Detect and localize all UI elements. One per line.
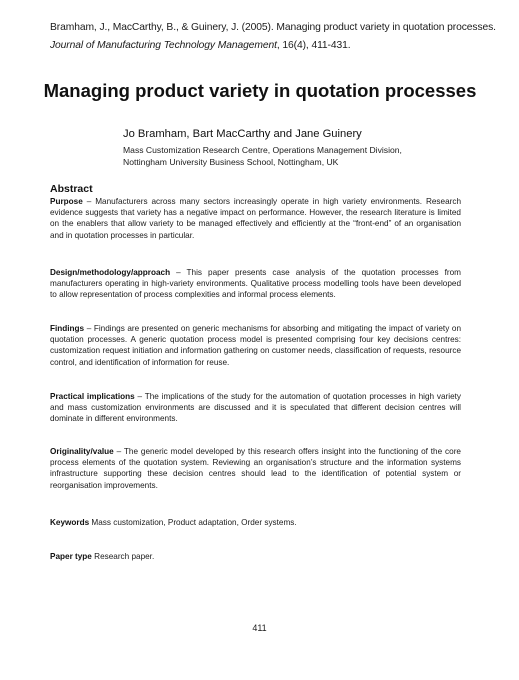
citation-journal: Journal of Manufacturing Technology Management [50, 40, 277, 51]
page-number: 411 [252, 623, 267, 633]
affiliation-line: Nottingham University Business School, Nottingham, UK [123, 157, 339, 167]
abstract-paper-type [50, 551, 461, 562]
paper-title: Managing product variety in quotation processes [43, 80, 477, 101]
section-text: – The implications of the study for the automation of quotation processes in high variety and mass customization environments are discussed and it is speculated that different decision centres will dominate in different environments. [50, 392, 462, 424]
section-text: – This paper presents case analysis of the quotation processes from manufacturers operating in high-variety environments. Qualitative process modelling tools have been developed to allow representation of process complexities and informal process elements. [50, 268, 461, 300]
section-text: Research paper. [91, 552, 155, 561]
abstract-findings [50, 323, 461, 368]
citation-volume-pages: , 16(4), 411-431. [276, 40, 351, 51]
citation-journal-line [50, 37, 502, 55]
abstract-heading: Abstract [50, 183, 93, 195]
section-label: Practical implications [50, 392, 135, 401]
section-text: – Findings are presented on generic mechanisms for absorbing and mitigating the impact of variety on quotation processes. A generic quotation process model is presented comprising four key decisions centres: customization request initiation and information gathering on customer needs, classification of requests, resource control, and identification of information for reuse. [50, 324, 461, 367]
paper-authors: Jo Bramham, Bart MacCarthy and Jane Guinery [123, 128, 362, 140]
section-label: Originality/value [50, 447, 114, 456]
abstract-design [50, 267, 461, 301]
section-text: – Manufacturers across many sectors increasingly operate in high variety environments. Research evidence suggests that variety has a negative impact on performance. However, the research literature is limited on the enablers that allow variety to be managed effectively and efficiently at the “front-end” of an organisation and in quotation processes in particular. [50, 197, 461, 240]
abstract-purpose [50, 196, 461, 241]
section-text: – The generic model developed by this research offers insight into the functioning of the core process elements of the quotation system. Reviewing an organisation’s structure and the information systems infrastructure supporting these decision centres should lead to the identification of potential system or reorganisation improvements. [50, 447, 461, 490]
section-label: Purpose [50, 197, 83, 206]
section-text: Mass customization, Product adaptation, Order systems. [89, 518, 297, 527]
section-label: Findings [50, 324, 85, 333]
abstract-keywords [50, 517, 461, 528]
affiliation-line: Mass Customization Research Centre, Operations Management Division, [123, 145, 402, 155]
abstract-originality [50, 446, 461, 491]
section-label: Keywords [50, 518, 90, 527]
paper-affiliation [123, 144, 402, 168]
citation-block [50, 19, 502, 55]
abstract-practical-implications [50, 391, 461, 425]
citation-line: Bramham, J., MacCarthy, B., & Guinery, J. (2005). Managing product variety in quotation processes. [50, 22, 496, 33]
section-label: Paper type [50, 552, 92, 561]
section-label: Design/methodology/approach [50, 268, 171, 277]
